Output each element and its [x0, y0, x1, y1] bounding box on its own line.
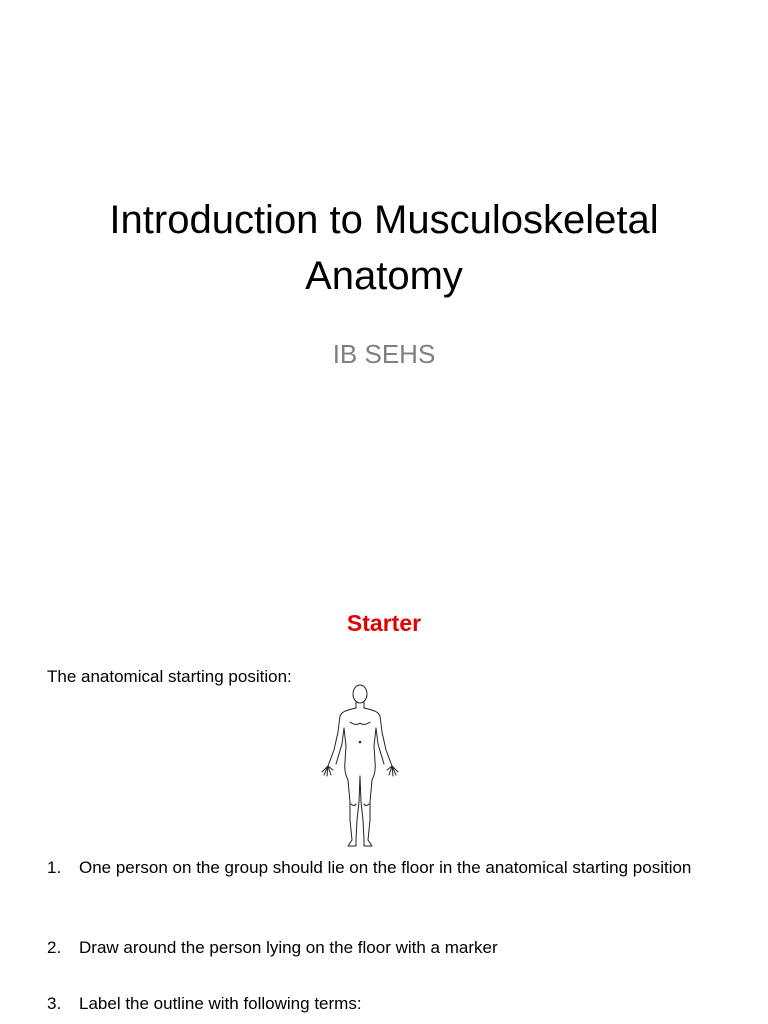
intro-text: The anatomical starting position:	[47, 667, 292, 686]
step-text: One person on the group should lie on the floor in the anatomical starting position	[79, 858, 692, 877]
starter-slide	[0, 576, 768, 1024]
step-1	[47, 856, 727, 880]
step-text: Label the outline with following terms:	[79, 994, 362, 1013]
starter-heading: Starter	[346, 610, 422, 636]
step-3	[47, 992, 727, 1016]
anatomical-position-figure	[314, 680, 406, 852]
step-2	[47, 936, 727, 960]
step-number: 2.	[47, 938, 62, 957]
step-number: 1.	[47, 858, 62, 877]
step-number: 3.	[47, 994, 62, 1013]
slide-subtitle: IB SEHS	[332, 339, 436, 369]
step-text: Draw around the person lying on the floor with a marker	[79, 938, 498, 957]
slide-title: Introduction to Musculoskeletal Anatomy	[109, 198, 659, 298]
